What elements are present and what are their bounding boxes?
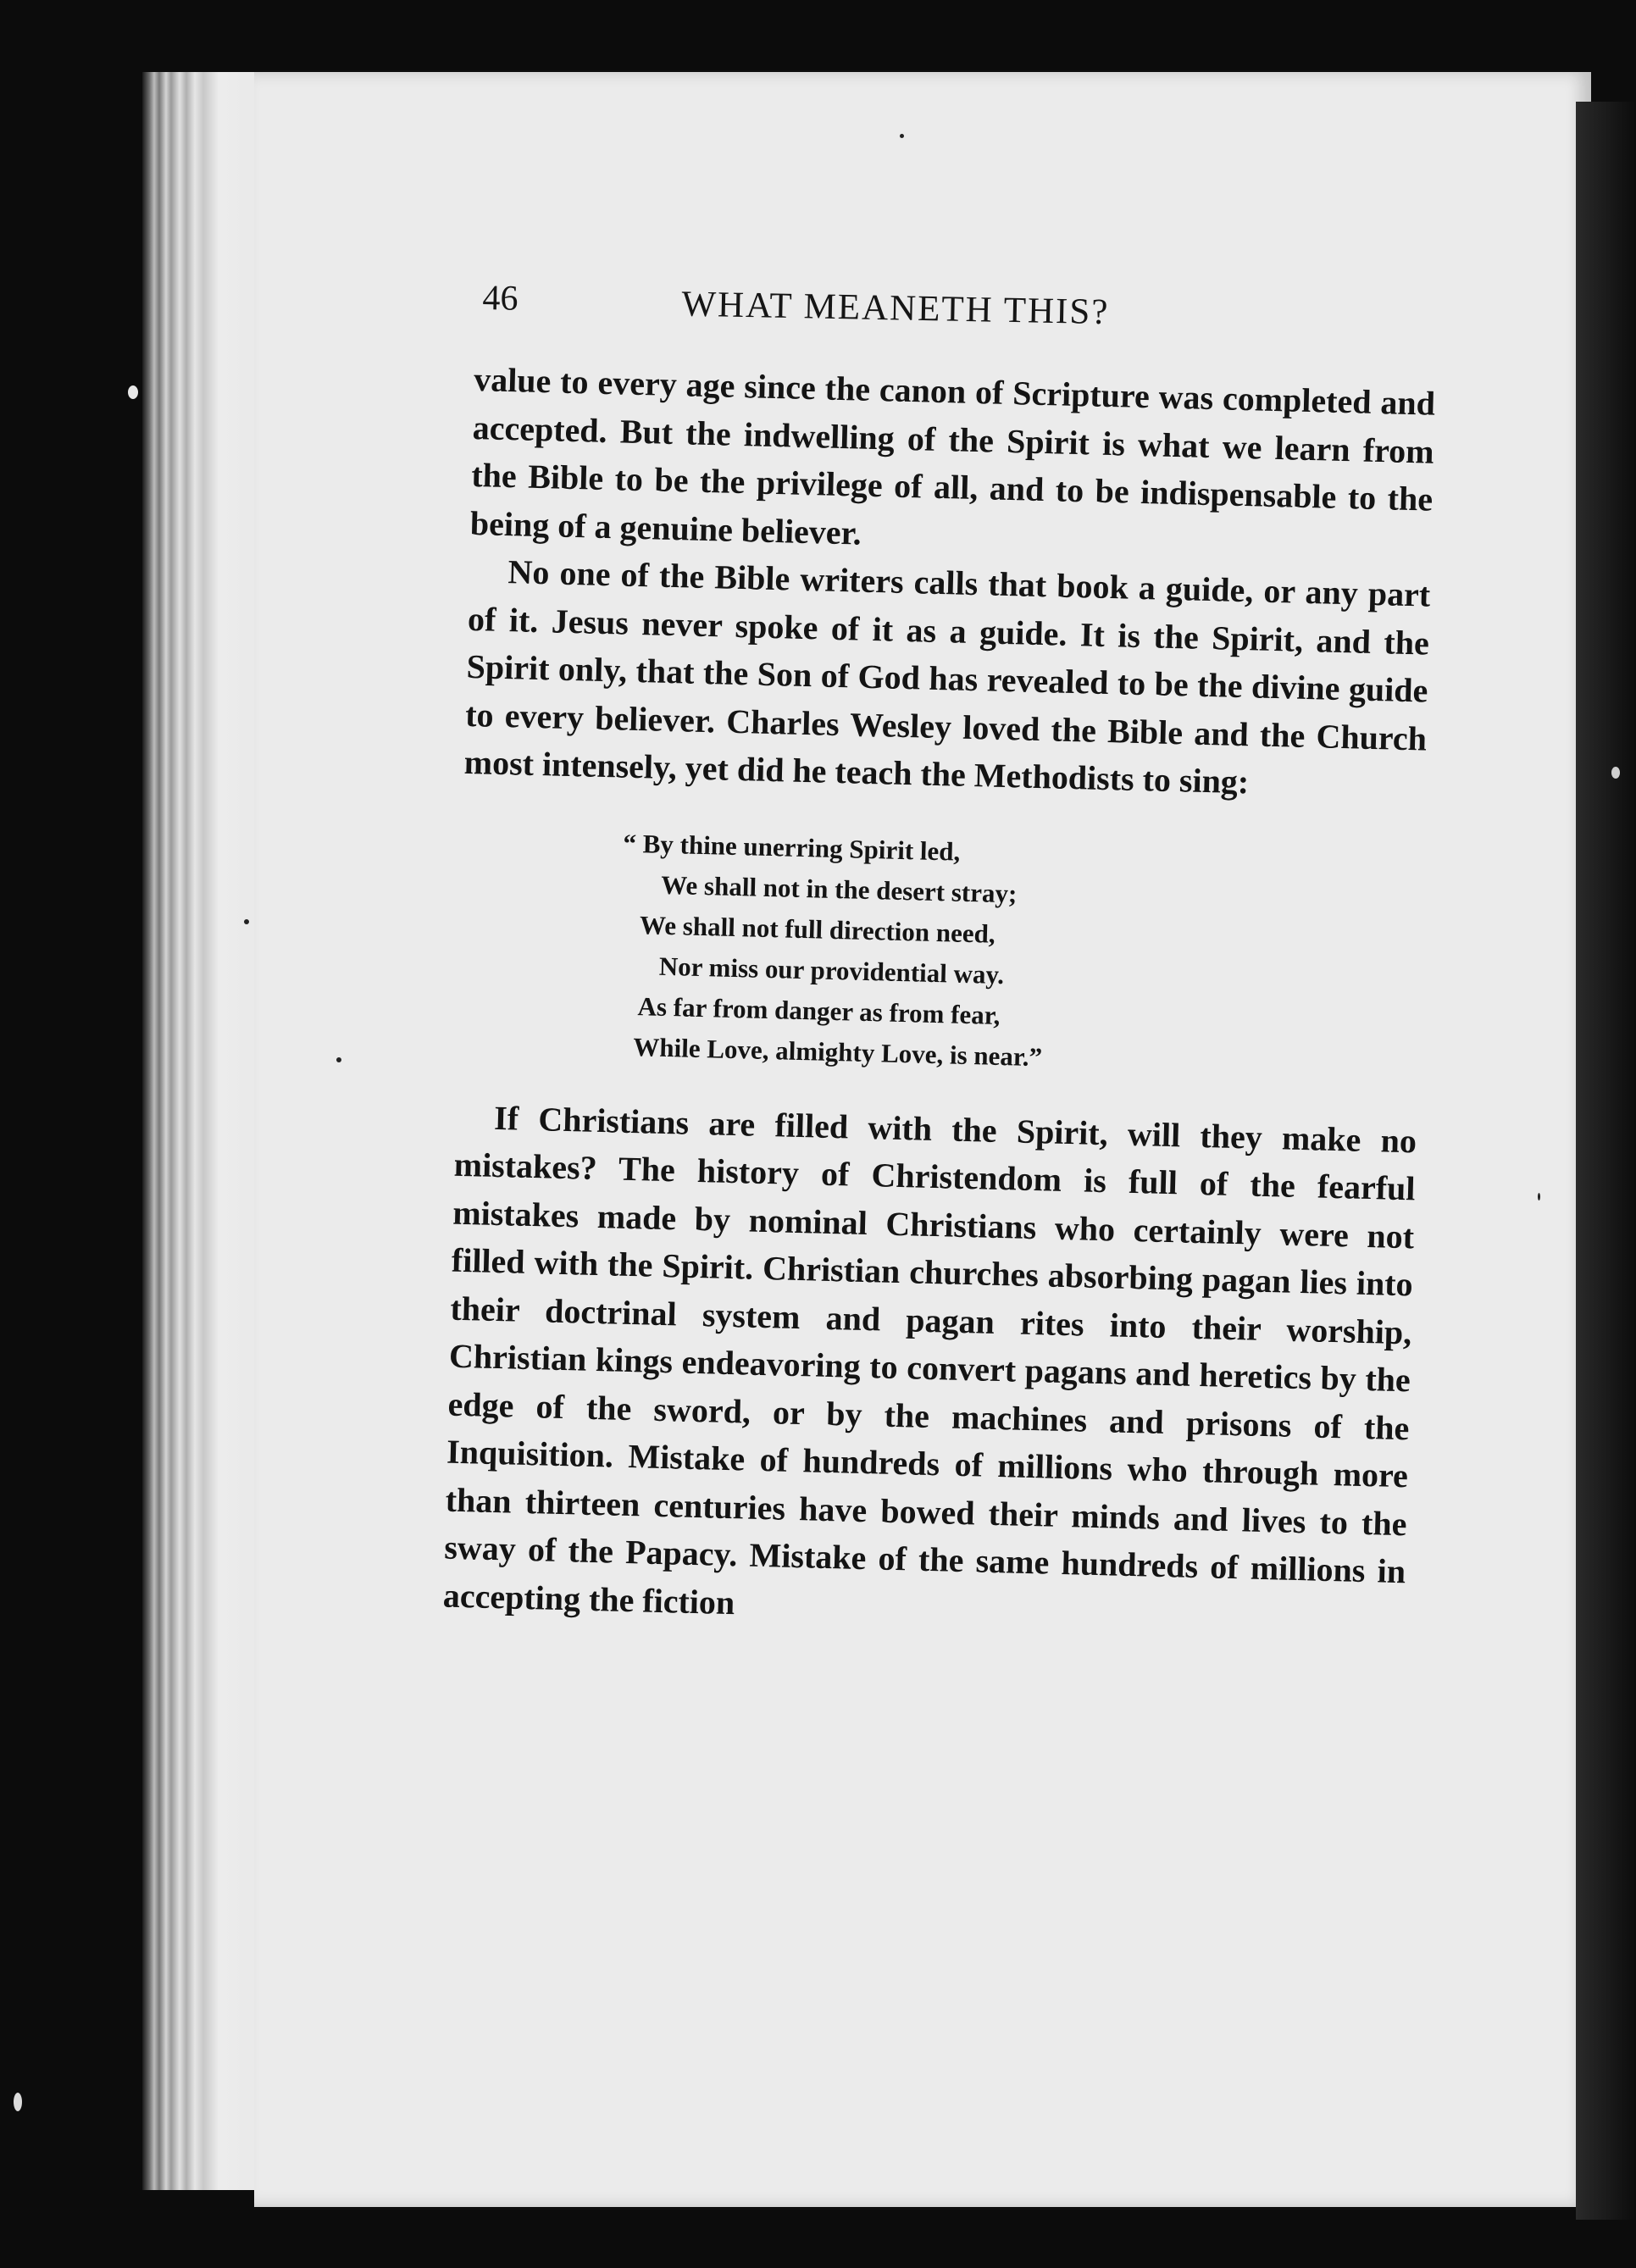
poem-line: As far from danger as from fear, [637, 990, 1001, 1030]
page-edge-stack [142, 72, 261, 2190]
poem-line: We shall not in the desert stray; [660, 869, 1018, 908]
scan-speck [128, 385, 138, 399]
scan-speck [1611, 767, 1620, 779]
page-shadow [1576, 102, 1636, 2220]
poem-line: We shall not full direction need, [639, 909, 996, 949]
paragraph-3: If Christians are filled with the Spirit, will they make no mistakes? The history of Christendom is full of the fearful mistakes made by nominal Christians who certainly were not filled with the Spirit. Christian churches absorbing pagan lies into their doctrinal system and pagan rites into their worship, Christian kings endeavoring to convert pagans and heretics by the edge of the sword, or by the machines and prisons of the Inquisition. Mistake of hundreds of millions who through more than thirteen centuries have bowed their minds and lives to the sway of the Papacy. Mistake of the same hundreds of millions in accepting the fiction [442, 1098, 1417, 1622]
body-text [442, 356, 1435, 1644]
scan-speck [336, 1057, 341, 1062]
running-title: WHAT MEANETH THIS? [680, 284, 1110, 333]
paragraph-1: value to every age since the canon of Scripture was completed and accepted. But the indwelling of the Spirit is what we learn from the Bible to be the privilege of all, and to be indispensable to the being of a genuine believer. [469, 359, 1436, 552]
scan-speck [14, 2093, 22, 2111]
paragraph-2: No one of the Bible writers calls that book a guide, or any part of it. Jesus never spoke of it as a guide. It is the Spirit, and the Spirit only, that the Son of God has revealed to be the divine guide to every believer. Charles Wesley loved the Bible and the Church most intensely, yet did he teach the Methodists to sing: [463, 552, 1431, 801]
poem-line: “ By thine unerring Spirit led, [623, 828, 961, 867]
scan-speck [244, 919, 249, 924]
page-number: 46 [482, 278, 519, 319]
poem-line: Nor miss our providential way. [658, 951, 1005, 990]
scan-speck [900, 134, 904, 138]
poem-line: While Love, almighty Love, is near.” [632, 1031, 1043, 1072]
scan-speck [1538, 1193, 1540, 1201]
hymn-quotation [618, 823, 1234, 1082]
